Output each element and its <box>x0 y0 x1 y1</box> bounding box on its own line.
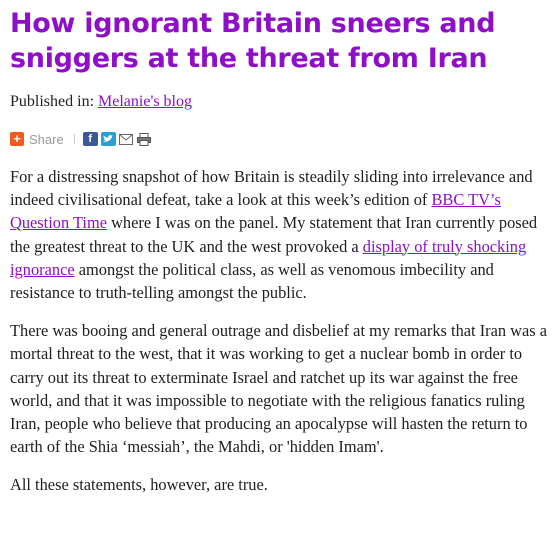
facebook-icon[interactable]: f <box>83 132 98 146</box>
article <box>10 0 550 512</box>
email-icon[interactable] <box>119 132 134 146</box>
paragraph-3: All these statements, however, are true. <box>10 475 268 495</box>
paragraph-2: There was booing and general outrage and disbelief at my remarks that Iran was a mortal threat to the west, that it was working to get a nuclear bomb in order to carry out its threat to exterminate Israel and ratchet up its war against the free world, and that it was impossible to negotiate with the religious fanatics ruling Iran, people who believe that producing an apocalypse will hasten the return to earth of the Shia ‘messiah’, the Mahdi, or 'hidden Imam'. <box>10 321 548 457</box>
shocking-ignorance-link[interactable]: display of truly shocking ignorance <box>10 236 527 279</box>
paragraph-1-text-a: For a distressing snapshot of how Britain is steadily sliding into irrelevance and indeed civilisational defeat, take a look at this week’s edition of <box>10 167 533 210</box>
published-line <box>10 92 550 112</box>
paragraph-1-text-b: where I was on the panel. My statement that Iran currently posed the greatest threat to the UK and the west provoked a <box>10 213 538 256</box>
paragraph-1 <box>10 165 550 304</box>
blog-link[interactable]: Melanie's blog <box>98 93 192 110</box>
share-bar <box>10 130 550 148</box>
paragraph-1-text-c: amongst the political class, as well as venomous imbecility and resistance to truth-telling amongst the public. <box>10 259 494 303</box>
published-prefix: Published in: <box>10 93 95 110</box>
share-plus-icon[interactable]: + <box>10 132 24 146</box>
twitter-icon[interactable] <box>101 132 116 146</box>
article-body <box>10 165 550 497</box>
print-icon[interactable] <box>137 132 152 146</box>
question-time-link[interactable]: BBC TV’s Question Time <box>10 190 501 233</box>
article-title: How ignorant Britain sneers and sniggers at the threat from Iran <box>10 8 496 74</box>
share-button[interactable]: Share <box>29 131 64 147</box>
share-divider <box>74 134 75 144</box>
